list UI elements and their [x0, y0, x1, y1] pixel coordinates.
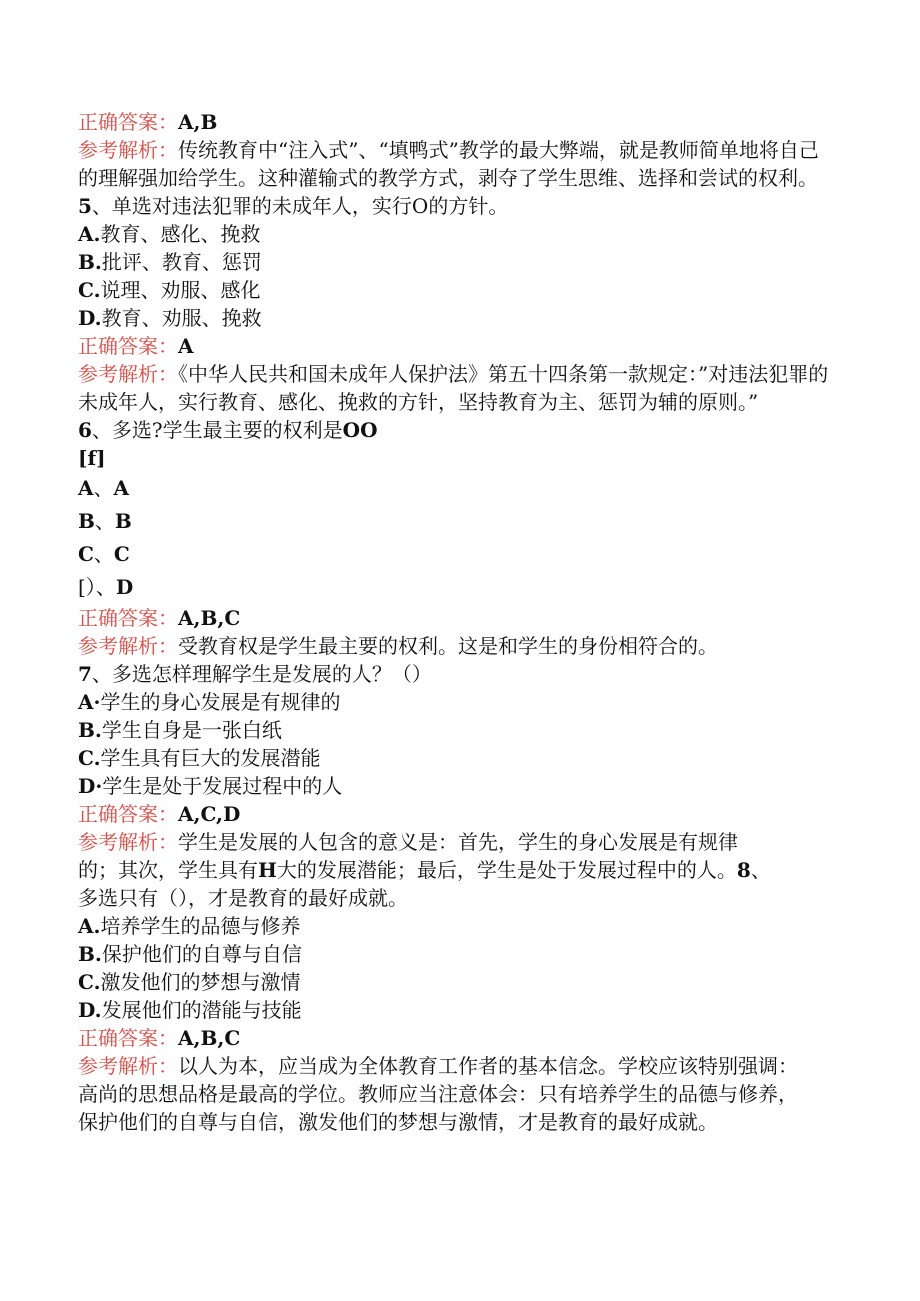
analysis-text: 学生是发展的人包含的意义是：首先，学生的身心发展是有规律 — [178, 830, 738, 854]
option-text: 教育、劝服、挽救 — [101, 306, 262, 330]
answer-value: A,B — [178, 110, 218, 134]
option-letter: B. — [78, 942, 102, 966]
option-letter: B. — [78, 718, 102, 742]
q7-option-a — [78, 688, 838, 716]
question-text: 、多选?学生最主要的权利是 — [91, 418, 343, 442]
option-letter: A — [78, 476, 94, 500]
q7-answer — [78, 800, 838, 828]
option-text: 学生自身是一张白纸 — [101, 718, 282, 742]
question-tail: OO — [342, 418, 378, 442]
answer-label: 正确答案： — [78, 110, 178, 134]
document-page — [78, 108, 838, 1136]
analysis-text: 以人为本，应当成为全体教育工作者的基本信念。学校应该特别强调： — [178, 1054, 798, 1078]
option-letter: D. — [78, 998, 102, 1022]
question-number: 5 — [78, 194, 92, 218]
q4-answer — [78, 108, 838, 136]
answer-value: A — [178, 334, 194, 358]
q6-option-d — [78, 571, 838, 604]
option-sep: 、 — [95, 575, 116, 599]
option-letter: B. — [78, 250, 102, 274]
question-number: 7 — [78, 662, 92, 686]
question-number: 6 — [78, 418, 92, 442]
option-text: 激发他们的梦想与激情 — [100, 970, 301, 994]
q7-option-b — [78, 716, 838, 744]
q5-option-d — [78, 304, 838, 332]
option-text: B — [114, 509, 132, 533]
option-text: 培养学生的品德与修养 — [100, 914, 301, 938]
option-letter: C. — [78, 970, 101, 994]
option-letter: D· — [78, 774, 103, 798]
option-sep: 、 — [93, 476, 114, 500]
option-text: 批评、教育、惩罚 — [101, 250, 262, 274]
q6-option-a — [78, 472, 838, 505]
q8-analysis-line-2: 高尚的思想品格是最高的学位。教师应当注意体会：只有培养学生的品德与修养， — [78, 1082, 798, 1106]
q8-option-b — [78, 940, 838, 968]
q6-answer — [78, 604, 838, 632]
q5-option-a — [78, 220, 838, 248]
answer-label: 正确答案： — [78, 606, 178, 630]
option-letter: C — [78, 542, 94, 566]
option-text: A — [113, 476, 130, 500]
q7-question — [78, 660, 838, 688]
option-letter: C. — [78, 746, 101, 770]
analysis-label: 参考解析： — [78, 1054, 178, 1078]
q6-extra: [f] — [78, 446, 106, 470]
answer-value: A,B,C — [178, 1026, 241, 1050]
option-text: C — [113, 542, 130, 566]
analysis-label: 参考解析： — [78, 830, 178, 854]
option-letter: D. — [78, 306, 102, 330]
q8-analysis-line-3: 保护他们的自尊与自信，激发他们的梦想与激情，才是教育的最好成就。 — [78, 1110, 718, 1134]
option-text: 说理、劝服、感化 — [100, 278, 261, 302]
answer-label: 正确答案： — [78, 802, 178, 826]
option-text: 学生具有巨大的发展潜能 — [100, 746, 321, 770]
q7-option-d — [78, 772, 838, 800]
q8-question: 多选只有（），才是教育的最好成就。 — [78, 886, 408, 910]
q4-analysis — [78, 136, 838, 192]
answer-label: 正确答案： — [78, 1026, 178, 1050]
q7-analysis-line-1 — [78, 828, 838, 856]
option-text: 学生的身心发展是有规律的 — [100, 690, 341, 714]
q6-option-b — [78, 505, 838, 538]
option-letter: C. — [78, 278, 101, 302]
option-text: 教育、感化、挽救 — [100, 222, 261, 246]
option-letter: A· — [78, 690, 101, 714]
q8-answer — [78, 1024, 838, 1052]
analysis-text: 受教育权是学生最主要的权利。这是和学生的身份相符合的。 — [178, 634, 718, 658]
q6-analysis — [78, 632, 838, 660]
q5-option-b — [78, 248, 838, 276]
analysis-label: 参考解析： — [78, 362, 178, 386]
analysis-text: 大的发展潜能；最后，学生是处于发展过程中的人。 — [276, 858, 737, 882]
option-letter: A. — [78, 914, 101, 938]
option-text: 发展他们的潜能与技能 — [101, 998, 302, 1022]
q7-analysis-line-2 — [78, 856, 838, 884]
option-letter: A. — [78, 222, 101, 246]
question-text: 、多选怎样理解学生是发展的人？（） — [91, 662, 432, 686]
answer-value: A,C,D — [178, 802, 241, 826]
q8-option-c — [78, 968, 838, 996]
option-sep: 、 — [94, 509, 115, 533]
analysis-label: 参考解析： — [78, 138, 178, 162]
option-text: 学生是处于发展过程中的人 — [102, 774, 343, 798]
answer-label: 正确答案： — [78, 334, 178, 358]
q6-question — [78, 416, 838, 444]
analysis-text: 传统教育中“注入式”、“填鸭式”教学的最大弊端，就是教师简单地将自己的理解强加给学生。这种灌输式的教学方式，剥夺了学生思维、选择和尝试的权利。 — [78, 138, 819, 190]
option-sep: 、 — [93, 542, 114, 566]
q7-option-c — [78, 744, 838, 772]
q6-option-c — [78, 538, 838, 571]
analysis-text: 的；其次，学生具有 — [78, 858, 258, 882]
analysis-label: 参考解析： — [78, 634, 178, 658]
q5-option-c — [78, 276, 838, 304]
q5-answer — [78, 332, 838, 360]
option-text: 保护他们的自尊与自信 — [101, 942, 302, 966]
option-letter: B — [78, 509, 95, 533]
q8-option-a — [78, 912, 838, 940]
option-letter: [） — [78, 575, 96, 599]
question-text: 、单选对违法犯罪的未成年人，实行O的方针。 — [91, 194, 509, 218]
answer-value: A,B,C — [178, 606, 241, 630]
q8-analysis-line-1 — [78, 1052, 838, 1080]
q5-question — [78, 192, 838, 220]
option-text: D — [115, 575, 134, 599]
question-number: 8 — [736, 858, 751, 882]
q5-analysis — [78, 360, 838, 416]
analysis-glyph: H — [258, 858, 277, 882]
analysis-text: 、 — [750, 858, 771, 882]
analysis-text: 《中华人民共和国未成年人保护法》第五十四条第一款规定：”对违法犯罪的未成年人，实行教育、感化、挽救的方针，坚持教育为主、惩罚为辅的原则。” — [78, 362, 829, 414]
q8-option-d — [78, 996, 838, 1024]
